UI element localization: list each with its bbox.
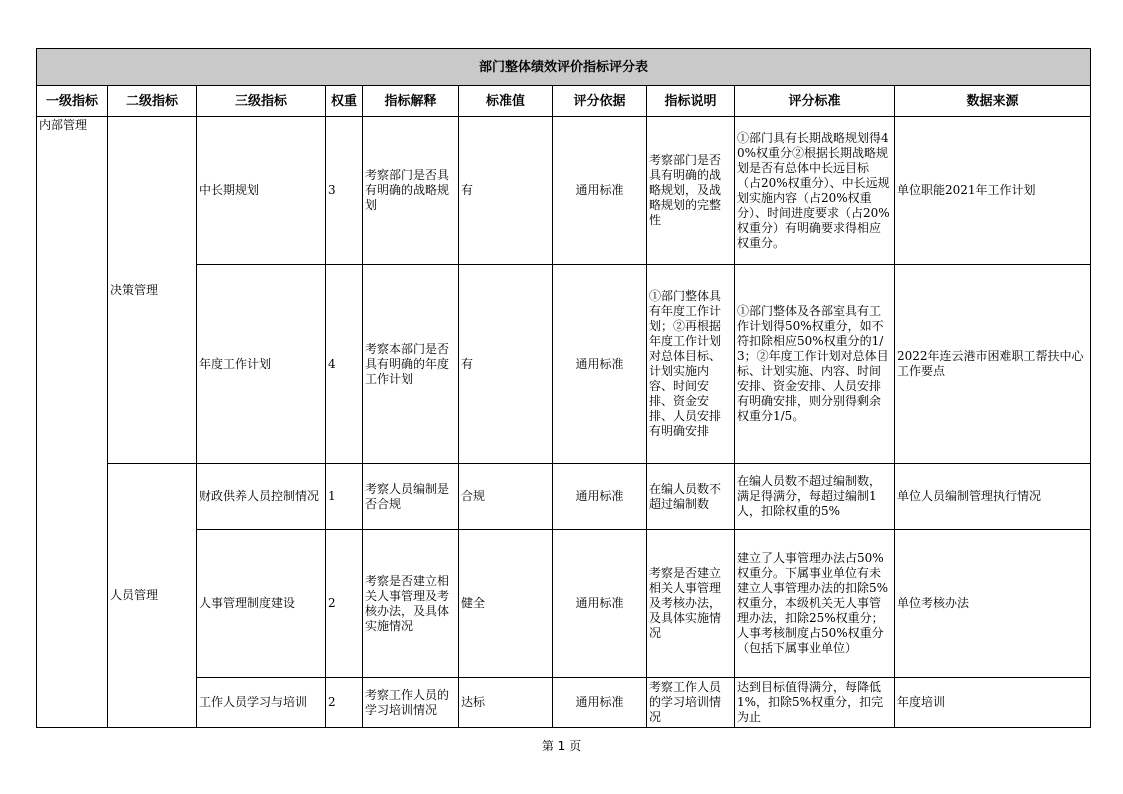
standard-cell: 合规 — [459, 464, 553, 530]
level3-cell: 中长期规划 — [197, 117, 326, 265]
standard-cell: 达标 — [459, 678, 553, 728]
page-number: 第 1 页 — [541, 739, 582, 753]
explanation-cell: 考察是否建立相关人事管理及考核办法，及具体实施情况 — [363, 530, 459, 678]
header-source: 数据来源 — [895, 86, 1091, 117]
description-cell: 考察是否建立相关人事管理及考核办法，及具体实施情况 — [647, 530, 735, 678]
basis-cell: 通用标准 — [553, 265, 647, 464]
description-cell: 考察部门是否具有明确的战略规划，及战略规划的完整性 — [647, 117, 735, 265]
weight-cell: 1 — [326, 464, 363, 530]
description-cell: 考察工作人员的学习培训情况 — [647, 678, 735, 728]
source-cell: 单位考核办法 — [895, 530, 1091, 678]
criteria-cell: ①部门整体及各部室具有工作计划得50%权重分，如不符扣除相应50%权重分的1/3；②年度工作计划对总体目标、计划实施、内容、时间安排、资金安排、人员安排有明确安排，则分别得剩余权重分1/5。 — [735, 265, 895, 464]
header-standard: 标准值 — [459, 86, 553, 117]
level3-cell: 年度工作计划 — [197, 265, 326, 464]
weight-cell: 2 — [326, 678, 363, 728]
header-weight: 权重 — [326, 86, 363, 117]
table-row — [37, 464, 1091, 530]
table-title: 部门整体绩效评价指标评分表 — [37, 49, 1091, 86]
evaluation-table — [36, 48, 1091, 728]
header-level1: 一级指标 — [37, 86, 108, 117]
level1-cell: 内部管理 — [37, 117, 108, 728]
source-cell: 年度培训 — [895, 678, 1091, 728]
level2-cell: 决策管理 — [108, 117, 197, 464]
basis-cell: 通用标准 — [553, 117, 647, 265]
weight-cell: 4 — [326, 265, 363, 464]
explanation-cell: 考察本部门是否具有明确的年度工作计划 — [363, 265, 459, 464]
header-description: 指标说明 — [647, 86, 735, 117]
explanation-cell: 考察工作人员的学习培训情况 — [363, 678, 459, 728]
basis-cell: 通用标准 — [553, 678, 647, 728]
description-cell: 在编人员数不超过编制数 — [647, 464, 735, 530]
header-explanation: 指标解释 — [363, 86, 459, 117]
table-row — [37, 117, 1091, 265]
standard-cell: 有 — [459, 265, 553, 464]
level3-cell: 财政供养人员控制情况 — [197, 464, 326, 530]
source-cell: 单位职能2021年工作计划 — [895, 117, 1091, 265]
level3-cell: 工作人员学习与培训 — [197, 678, 326, 728]
header-level2: 二级指标 — [108, 86, 197, 117]
standard-cell: 有 — [459, 117, 553, 265]
criteria-cell: 在编人员数不超过编制数，满足得满分，每超过编制1人，扣除权重的5% — [735, 464, 895, 530]
level3-cell: 人事管理制度建设 — [197, 530, 326, 678]
header-criteria: 评分标准 — [735, 86, 895, 117]
explanation-cell: 考察人员编制是否合规 — [363, 464, 459, 530]
description-cell: ①部门整体具有年度工作计划；②再根据年度工作计划对总体目标、计划实施内容、时间安排、资金安排、人员安排有明确安排 — [647, 265, 735, 464]
header-level3: 三级指标 — [197, 86, 326, 117]
basis-cell: 通用标准 — [553, 530, 647, 678]
standard-cell: 健全 — [459, 530, 553, 678]
source-cell: 2022年连云港市困难职工帮扶中心工作要点 — [895, 265, 1091, 464]
weight-cell: 3 — [326, 117, 363, 265]
criteria-cell: 建立了人事管理办法占50%权重分。下属事业单位有未建立人事管理办法的扣除5%权重分，本级机关无人事管理办法，扣除25%权重分；人事考核制度占50%权重分（包括下属事业单位） — [735, 530, 895, 678]
criteria-cell: ①部门具有长期战略规划得40%权重分②根据长期战略规划是否有总体中长远目标（占20%权重分）、中长远规划实施内容（占20%权重分）、时间进度要求（占20%权重分）有明确要求得相应权重分。 — [735, 117, 895, 265]
criteria-cell: 达到目标值得满分，每降低1%，扣除5%权重分，扣完为止 — [735, 678, 895, 728]
header-basis: 评分依据 — [553, 86, 647, 117]
level2-cell: 人员管理 — [108, 464, 197, 728]
basis-cell: 通用标准 — [553, 464, 647, 530]
explanation-cell: 考察部门是否具有明确的战略规划 — [363, 117, 459, 265]
source-cell: 单位人员编制管理执行情况 — [895, 464, 1091, 530]
weight-cell: 2 — [326, 530, 363, 678]
